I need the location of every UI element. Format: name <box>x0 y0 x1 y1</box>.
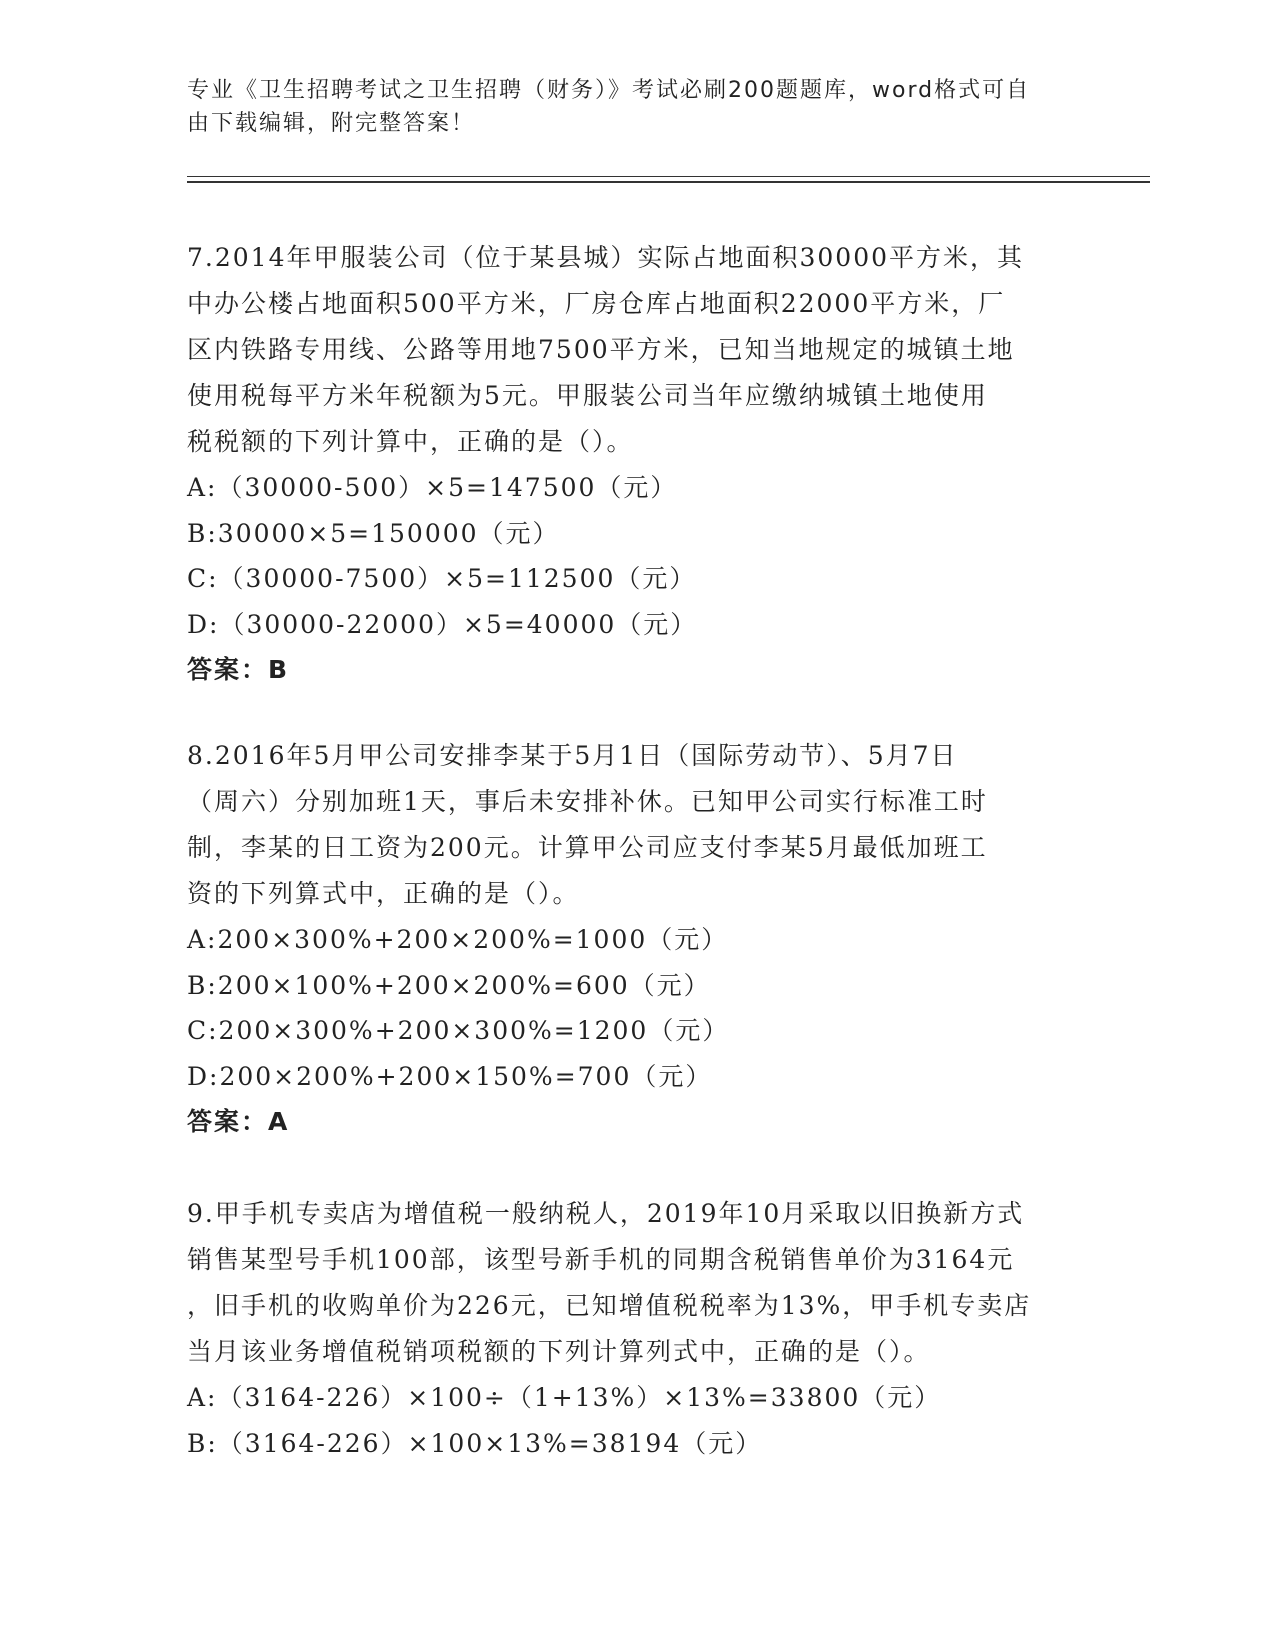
document-header <box>187 74 1067 140</box>
question-line: 税税额的下列计算中，正确的是（）。 <box>187 427 634 456</box>
option-a: A:200×300%+200×200%=1000（元） <box>187 925 729 954</box>
question-line: 使用税每平方米年税额为5元。甲服装公司当年应缴纳城镇土地使用 <box>187 381 988 410</box>
question-line: 制，李某的日工资为200元。计算甲公司应支付李某5月最低加班工 <box>187 833 988 862</box>
option-c: C:（30000-7500）×5=112500（元） <box>187 564 697 593</box>
question-text <box>187 235 1087 465</box>
question-line: （周六）分别加班1天，事后未安排补休。已知甲公司实行标准工时 <box>187 787 988 816</box>
header-line-1: 专业《卫生招聘考试之卫生招聘（财务）》考试必刷200题题库，word格式可自 <box>187 78 1031 103</box>
header-divider-thin <box>187 176 1150 177</box>
option-d: D:（30000-22000）×5=40000（元） <box>187 609 698 639</box>
question-line: 8.2016年5月甲公司安排李某于5月1日（国际劳动节）、5月7日 <box>187 741 958 770</box>
question-7 <box>187 235 1087 693</box>
option-a: A:（3164-226）×100÷（1+13%）×13%=33800（元） <box>187 1383 942 1412</box>
option-c: C:200×300%+200×300%=1200（元） <box>187 1016 730 1045</box>
option-b: B:30000×5=150000（元） <box>187 518 560 548</box>
option-d: D:200×200%+200×150%=700（元） <box>187 1061 713 1091</box>
question-8 <box>187 733 1087 1145</box>
question-line: 区内铁路专用线、公路等用地7500平方米，已知当地规定的城镇土地 <box>187 335 1015 364</box>
question-line: 资的下列算式中，正确的是（）。 <box>187 879 580 908</box>
header-line-2: 由下载编辑，附完整答案！ <box>187 111 476 136</box>
question-line: 7.2014年甲服装公司（位于某县城）实际占地面积30000平方米，其 <box>187 243 1025 272</box>
option-b: B:（3164-226）×100×13%=38194（元） <box>187 1428 763 1458</box>
question-line: 当月该业务增值税销项税额的下列计算列式中，正确的是（）。 <box>187 1337 931 1366</box>
question-text <box>187 1191 1087 1375</box>
answer: 答案：A <box>187 1107 290 1136</box>
answer: 答案：B <box>187 655 290 684</box>
question-text <box>187 733 1087 917</box>
question-line: 9.甲手机专卖店为增值税一般纳税人，2019年10月采取以旧换新方式 <box>187 1199 1025 1228</box>
header-divider-thick <box>187 181 1150 183</box>
question-9 <box>187 1191 1087 1466</box>
question-line: ，旧手机的收购单价为226元，已知增值税税率为13%，甲手机专卖店 <box>187 1291 1032 1320</box>
option-b: B:200×100%+200×200%=600（元） <box>187 970 711 1000</box>
question-line: 中办公楼占地面积500平方米，厂房仓库占地面积22000平方米，厂 <box>187 289 1006 318</box>
option-a: A:（30000-500）×5=147500（元） <box>187 473 678 502</box>
question-line: 销售某型号手机100部，该型号新手机的同期含税销售单价为3164元 <box>187 1245 1015 1274</box>
